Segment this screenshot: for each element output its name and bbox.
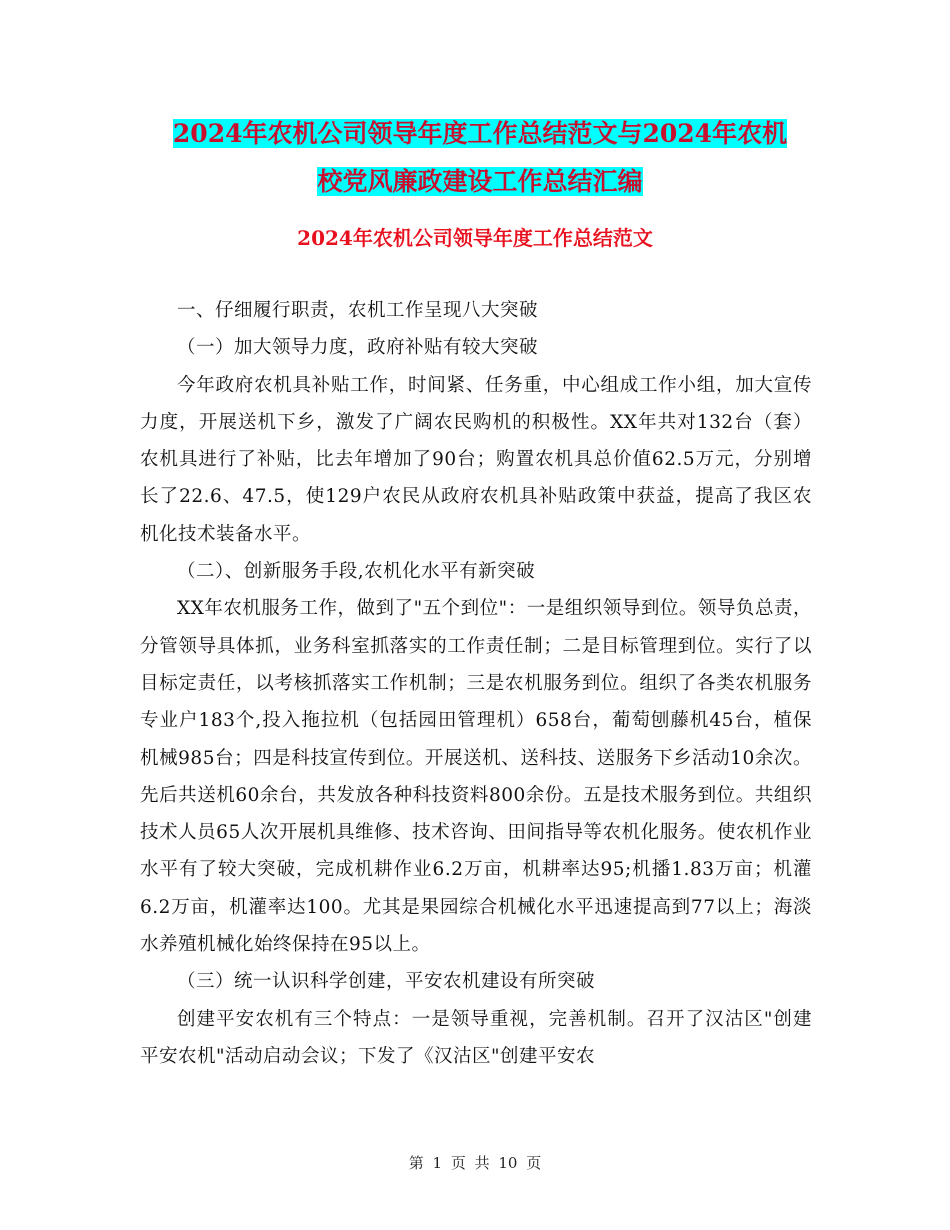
paragraph: 创建平安农机有三个特点：一是领导重视，完善机制。召开了汉沽区"创建平安农机"活动启动会议；下发了《汉沽区"创建平安农 xyxy=(140,1008,812,1067)
document-title xyxy=(140,110,820,206)
subheading-3: （三）统一认识科学创建，平安农机建设有所突破 xyxy=(177,971,596,993)
subheading-2: （二）、创新服务手段,农机化水平有新突破 xyxy=(177,561,536,583)
page-footer: 第 1 页 共 10 页 xyxy=(408,1154,542,1172)
paragraph: 今年政府农机具补贴工作，时间紧、任务重，中心组成工作小组，加大宣传力度，开展送机下乡，激发了广阔农民购机的积极性。XX年共对132台（套）农机具进行了补贴，比去年增加了90台；购置农机具总价值62.5万元，分别增长了22.6、47.5，使129户农民从政府农机具补贴政策中获益，提高了我区农机化技术装备水平。 xyxy=(140,374,812,545)
heading-level-1: 一、仔细履行职责，农机工作呈现八大突破 xyxy=(177,300,539,321)
document-title-line-2: 校党风廉政建设工作总结汇编 xyxy=(317,167,643,196)
section-title: 2024年农机公司领导年度工作总结范文 xyxy=(297,226,653,250)
document-title-line-1: 2024年农机公司领导年度工作总结范文与2024年农机 xyxy=(172,119,788,148)
paragraph: XX年农机服务工作，做到了"五个到位"：一是组织领导到位。领导负总责，分管领导具体抓，业务科室抓落实的工作责任制；二是目标管理到位。实行了以目标定责任，以考核抓落实工作机制；三是农机服务到位。组织了各类农机服务专业户183个,投入拖拉机（包括园田管理机）658台，葡萄刨藤机45台，植保机械985台；四是科技宣传到位。开展送机、送科技、送服务下乡活动10余次。先后共送机60余台，共发放各种科技资料800余份。五是技术服务到位。共组织技术人员65人次开展机具维修、技术咨询、田间指导等农机化服务。使农机作业水平有了较大突破，完成机耕作业6.2万亩，机耕率达95;机播1.83万亩；机灌6.2万亩，机灌率达100。尤其是果园综合机械化水平迅速提高到77以上；海淡水养殖机械化始终保持在95以上。 xyxy=(140,598,812,956)
document-body xyxy=(140,292,812,1075)
subheading-1: （一）加大领导力度，政府补贴有较大突破 xyxy=(177,337,539,359)
